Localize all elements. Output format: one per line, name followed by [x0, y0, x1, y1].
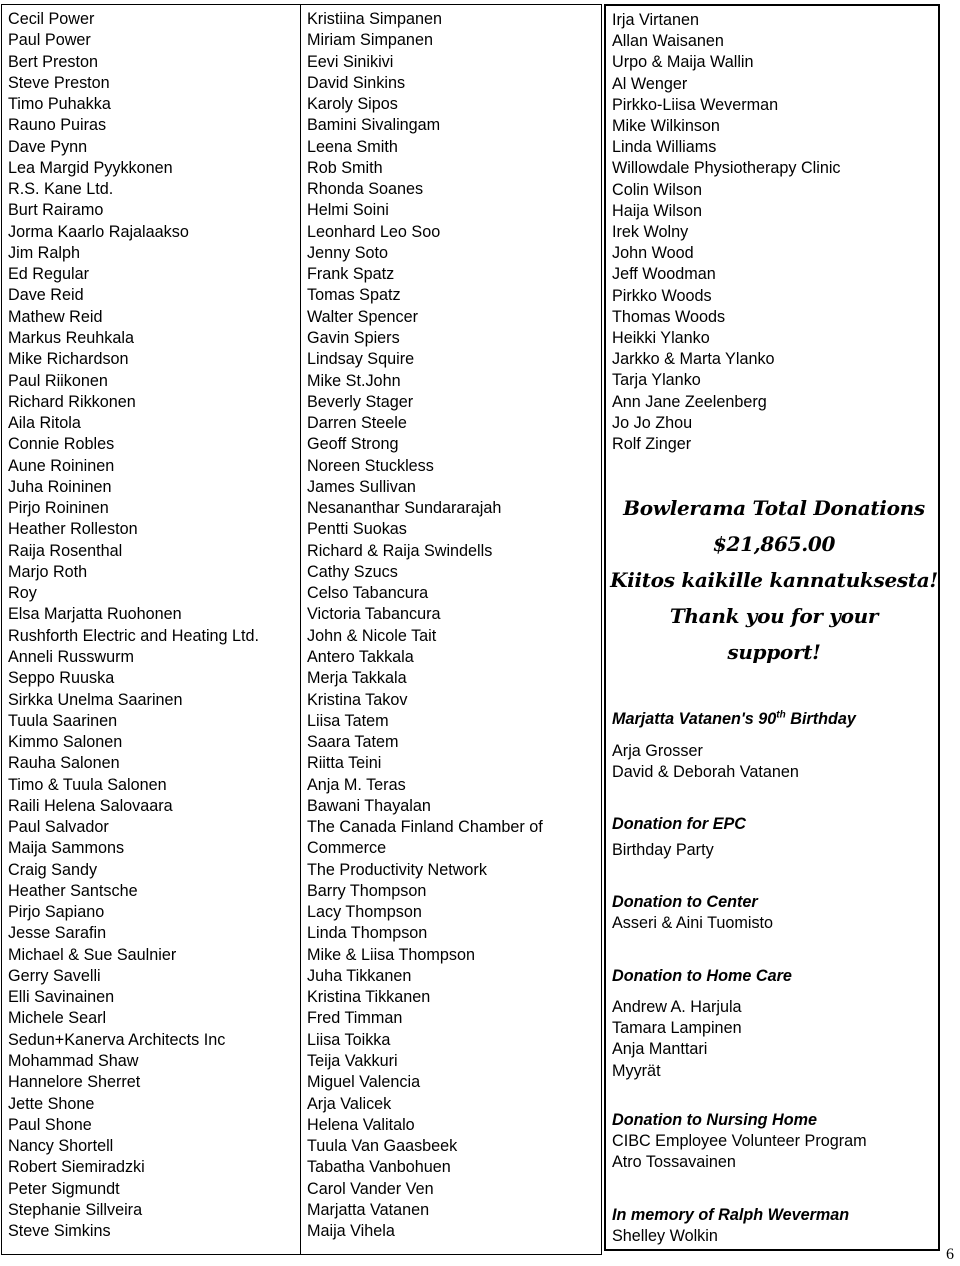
donor-name: Connie Robles — [8, 435, 115, 454]
donor-name: Merja Takkala — [307, 669, 407, 688]
donor-name: Roy — [8, 584, 37, 603]
donor-name: Heikki Ylanko — [612, 329, 710, 348]
donor-name: Michael & Sue Saulnier — [8, 945, 177, 964]
donor-name: Pirkko Woods — [612, 286, 712, 305]
section-birthday — [612, 709, 856, 783]
donor-name: Timo Puhakka — [8, 95, 111, 114]
donor-name: Aila Ritola — [8, 414, 81, 433]
donor-name: Walter Spencer — [307, 307, 418, 326]
donor-name: Pirjo Sapiano — [8, 903, 105, 922]
donor-name: Paul Power — [8, 31, 91, 50]
donor-name: Miriam Simpanen — [307, 31, 433, 50]
donor-name: Heather Santsche — [8, 881, 138, 900]
donor-name: Ann Jane Zeelenberg — [612, 392, 767, 411]
donor-name: Peter Sigmundt — [8, 1179, 120, 1198]
donor-name: Lea Margid Pyykkonen — [8, 158, 173, 177]
donor-name: Kristiina Simpanen — [307, 10, 442, 28]
thanks-english-1: Thank you for your — [669, 604, 879, 628]
donor-name: Tomas Spatz — [307, 286, 401, 305]
donor-name: Stephanie Sillveira — [8, 1200, 143, 1219]
donor-name: Rushforth Electric and Heating Ltd. — [8, 626, 260, 645]
donor-name: Elli Savinainen — [8, 988, 115, 1007]
donor-name: Celso Tabancura — [307, 584, 429, 603]
donor-name: Burt Rairamo — [8, 201, 104, 220]
donor-name: Timo & Tuula Salonen — [8, 775, 167, 794]
section-item: Anja Manttari — [612, 1040, 708, 1059]
page-number: 6 — [946, 1246, 954, 1263]
section-epc — [612, 814, 746, 861]
section-item: Shelley Wolkin — [612, 1227, 718, 1245]
donor-name: Aune Roininen — [8, 456, 115, 475]
donor-name: Gavin Spiers — [307, 328, 400, 347]
donor-name: Raili Helena Salovaara — [8, 796, 173, 815]
section-epc-items — [612, 840, 746, 861]
donor-name: Mohammad Shaw — [8, 1052, 139, 1071]
donor-name: Nancy Shortell — [8, 1137, 114, 1156]
donor-name: Kristina Takov — [307, 690, 408, 709]
donor-name: Fred Timman — [307, 1009, 403, 1028]
section-item: Arja Grosser — [612, 742, 703, 760]
donor-list-1 — [8, 9, 259, 1242]
section-nursing-items — [612, 1131, 867, 1173]
donor-name: Marjatta Vatanen — [307, 1200, 430, 1219]
section-nursing — [612, 1110, 867, 1173]
section-item: Asseri & Aini Tuomisto — [612, 914, 774, 932]
donor-name: Jim Ralph — [8, 243, 80, 262]
donor-name: Marjo Roth — [8, 562, 88, 581]
donor-name: John Wood — [612, 244, 694, 263]
donor-name: Karoly Sipos — [307, 95, 398, 114]
donor-name: Eevi Sinikivi — [307, 52, 394, 71]
donor-name: Dave Reid — [8, 286, 84, 305]
donor-name: James Sullivan — [307, 477, 416, 496]
donor-name: Allan Waisanen — [612, 32, 724, 51]
donor-name: Pirkko-Liisa Weverman — [612, 95, 779, 114]
donor-name: Richard & Raija Swindells — [307, 541, 493, 560]
section-center-items — [612, 913, 773, 934]
donor-list-3 — [612, 10, 841, 455]
donor-name: Paul Riikonen — [8, 371, 108, 390]
total-donations-amount: $21,865.00 — [712, 532, 836, 556]
donor-name: Cathy Szucs — [307, 562, 398, 581]
donor-name: Irek Wolny — [612, 223, 689, 242]
donor-name: Haija Wilson — [612, 201, 702, 220]
donor-name: Michele Searl — [8, 1009, 107, 1028]
donor-name: Markus Reuhkala — [8, 328, 134, 347]
donor-column-2 — [300, 4, 602, 1255]
donor-name: Kristina Tikkanen — [307, 988, 431, 1007]
section-birthday-title: Marjatta Vatanen's 90th Birthday — [612, 709, 856, 728]
donor-name: Mike Wilkinson — [612, 117, 720, 136]
donor-column-3 — [604, 4, 940, 1251]
donor-name: Geoff Strong — [307, 435, 399, 454]
section-epc-title: Donation for EPC — [612, 815, 746, 833]
donor-name: Al Wenger — [612, 74, 688, 93]
donor-name: Hannelore Sherret — [8, 1073, 141, 1092]
donor-name: Lacy Thompson — [307, 903, 422, 922]
section-item: David & Deborah Vatanen — [612, 763, 799, 782]
section-item: Myyrät — [612, 1061, 661, 1080]
section-memory — [612, 1205, 849, 1247]
section-birthday-items — [612, 741, 856, 783]
donor-name: Colin Wilson — [612, 180, 702, 199]
donor-name: Jarkko & Marta Ylanko — [612, 350, 775, 369]
donor-name: Jesse Sarafin — [8, 924, 107, 943]
donor-name: Carol Vander Ven — [307, 1179, 434, 1198]
donor-name: Bamini Sivalingam — [307, 116, 441, 135]
donor-name: Dave Pynn — [8, 137, 88, 156]
donor-name: Jeff Woodman — [612, 265, 716, 284]
donor-name: Juha Roininen — [8, 477, 112, 496]
donor-name: Seppo Ruuska — [8, 669, 115, 688]
donor-name: Heather Rolleston — [8, 520, 138, 539]
donor-name: Sirkka Unelma Saarinen — [8, 690, 183, 709]
donor-name: Saara Tatem — [307, 733, 399, 752]
donor-name: Rob Smith — [307, 158, 383, 177]
section-memory-items — [612, 1226, 849, 1247]
donor-name: The Productivity Network — [307, 860, 487, 879]
section-nursing-title: Donation to Nursing Home — [612, 1111, 818, 1129]
donor-name: Leonhard Leo Soo — [307, 222, 441, 241]
section-center-title: Donation to Center — [612, 893, 758, 911]
donor-name: Mathew Reid — [8, 307, 103, 326]
donor-name: Jenny Soto — [307, 243, 388, 262]
donor-name: Willowdale Physiotherapy Clinic — [612, 159, 841, 178]
section-item: CIBC Employee Volunteer Program — [612, 1132, 867, 1150]
donor-name: Maija Vihela — [307, 1222, 395, 1241]
section-memory-title: In memory of Ralph Weverman — [612, 1206, 850, 1224]
donor-name: Liisa Tatem — [307, 711, 389, 730]
section-item: Tamara Lampinen — [612, 1019, 742, 1038]
donor-name: Elsa Marjatta Ruohonen — [8, 605, 182, 624]
donor-name: David Sinkins — [307, 73, 406, 92]
donor-name: Anneli Russwurm — [8, 647, 134, 666]
section-item: Atro Tossavainen — [612, 1153, 736, 1172]
donor-name: Helmi Soini — [307, 201, 389, 220]
donor-name: Darren Steele — [307, 414, 407, 433]
donor-name: Riitta Teini — [307, 754, 382, 773]
donor-name: Frank Spatz — [307, 265, 395, 284]
donor-name: Bert Preston — [8, 52, 98, 71]
section-homecare — [612, 966, 792, 1082]
section-homecare-title: Donation to Home Care — [612, 967, 792, 985]
donor-name: Steve Preston — [8, 73, 110, 92]
total-donations-heading: Bowlerama Total Donations — [623, 496, 925, 520]
donor-name: Linda Williams — [612, 138, 717, 157]
donor-name: Nesananthar Sundararajah — [307, 499, 502, 518]
thanks-finnish: Kiitos kaikille kannatuksesta! — [610, 568, 938, 592]
donor-name: Thomas Woods — [612, 307, 726, 326]
donor-name: Liisa Toikka — [307, 1030, 391, 1049]
donor-name: Craig Sandy — [8, 860, 98, 879]
donor-name: Tarja Ylanko — [612, 371, 701, 390]
donor-name: Bawani Thayalan — [307, 796, 431, 815]
donor-name: Maija Sammons — [8, 839, 125, 858]
donor-name: Ed Regular — [8, 265, 89, 284]
donor-name: Raija Rosenthal — [8, 541, 123, 560]
donor-name: Helena Valitalo — [307, 1115, 415, 1134]
donor-name: Irja Virtanen — [612, 11, 699, 29]
donor-name: Steve Simkins — [8, 1222, 111, 1241]
donor-name: Mike & Liisa Thompson — [307, 945, 475, 964]
donor-name: Richard Rikkonen — [8, 392, 136, 411]
section-item: Birthday Party — [612, 841, 714, 859]
donor-name: Anja M. Teras — [307, 775, 406, 794]
donor-name: The Canada Finland Chamber of — [307, 818, 543, 837]
donor-name: Leena Smith — [307, 137, 398, 156]
donor-name: Kimmo Salonen — [8, 733, 123, 752]
donor-name: Tuula Van Gaasbeek — [307, 1137, 458, 1156]
donor-name: Robert Siemiradzki — [8, 1158, 145, 1177]
donor-name: Pentti Suokas — [307, 520, 407, 539]
donor-name: Antero Takkala — [307, 647, 414, 666]
donor-name: Cecil Power — [8, 10, 95, 28]
donor-name: Juha Tikkanen — [307, 966, 412, 985]
donor-name: Tuula Saarinen — [8, 711, 118, 730]
donor-name: Rolf Zinger — [612, 435, 692, 454]
donor-name: Beverly Stager — [307, 392, 414, 411]
donor-name: Paul Salvador — [8, 818, 109, 837]
donor-name: Tabatha Vanbohuen — [307, 1158, 451, 1177]
donor-name: R.S. Kane Ltd. — [8, 180, 114, 199]
donor-name: Urpo & Maija Wallin — [612, 53, 754, 72]
donor-name: Teija Vakkuri — [307, 1052, 398, 1071]
donor-name: Miguel Valencia — [307, 1073, 421, 1092]
donor-name: Paul Shone — [8, 1115, 92, 1134]
donor-name: Gerry Savelli — [8, 966, 101, 985]
donor-name: Jorma Kaarlo Rajalaakso — [8, 222, 189, 241]
donor-column-1 — [1, 4, 301, 1255]
donor-list-2 — [307, 9, 543, 1242]
donor-name: Barry Thompson — [307, 881, 427, 900]
donor-name: John & Nicole Tait — [307, 626, 437, 645]
donor-name: Victoria Tabancura — [307, 605, 441, 624]
thanks-english-2: support! — [727, 640, 821, 664]
section-item: Andrew A. Harjula — [612, 998, 742, 1016]
donor-name: Rauno Puiras — [8, 116, 107, 135]
donor-name: Noreen Stuckless — [307, 456, 434, 475]
donor-name: Sedun+Kanerva Architects Inc — [8, 1030, 226, 1049]
donor-name: Mike Richardson — [8, 350, 129, 369]
donor-name: Arja Valicek — [307, 1094, 392, 1113]
donor-name: Pirjo Roininen — [8, 499, 109, 518]
donor-name: Rhonda Soanes — [307, 180, 424, 199]
donor-name: Lindsay Squire — [307, 350, 415, 369]
donor-name: Jo Jo Zhou — [612, 413, 693, 432]
section-center — [612, 892, 773, 934]
donor-name: Jette Shone — [8, 1094, 95, 1113]
donor-name: Mike St.John — [307, 371, 401, 390]
donor-name: Linda Thompson — [307, 924, 428, 943]
donor-name: Commerce — [307, 839, 387, 858]
donor-name: Rauha Salonen — [8, 754, 120, 773]
section-homecare-items — [612, 997, 792, 1082]
